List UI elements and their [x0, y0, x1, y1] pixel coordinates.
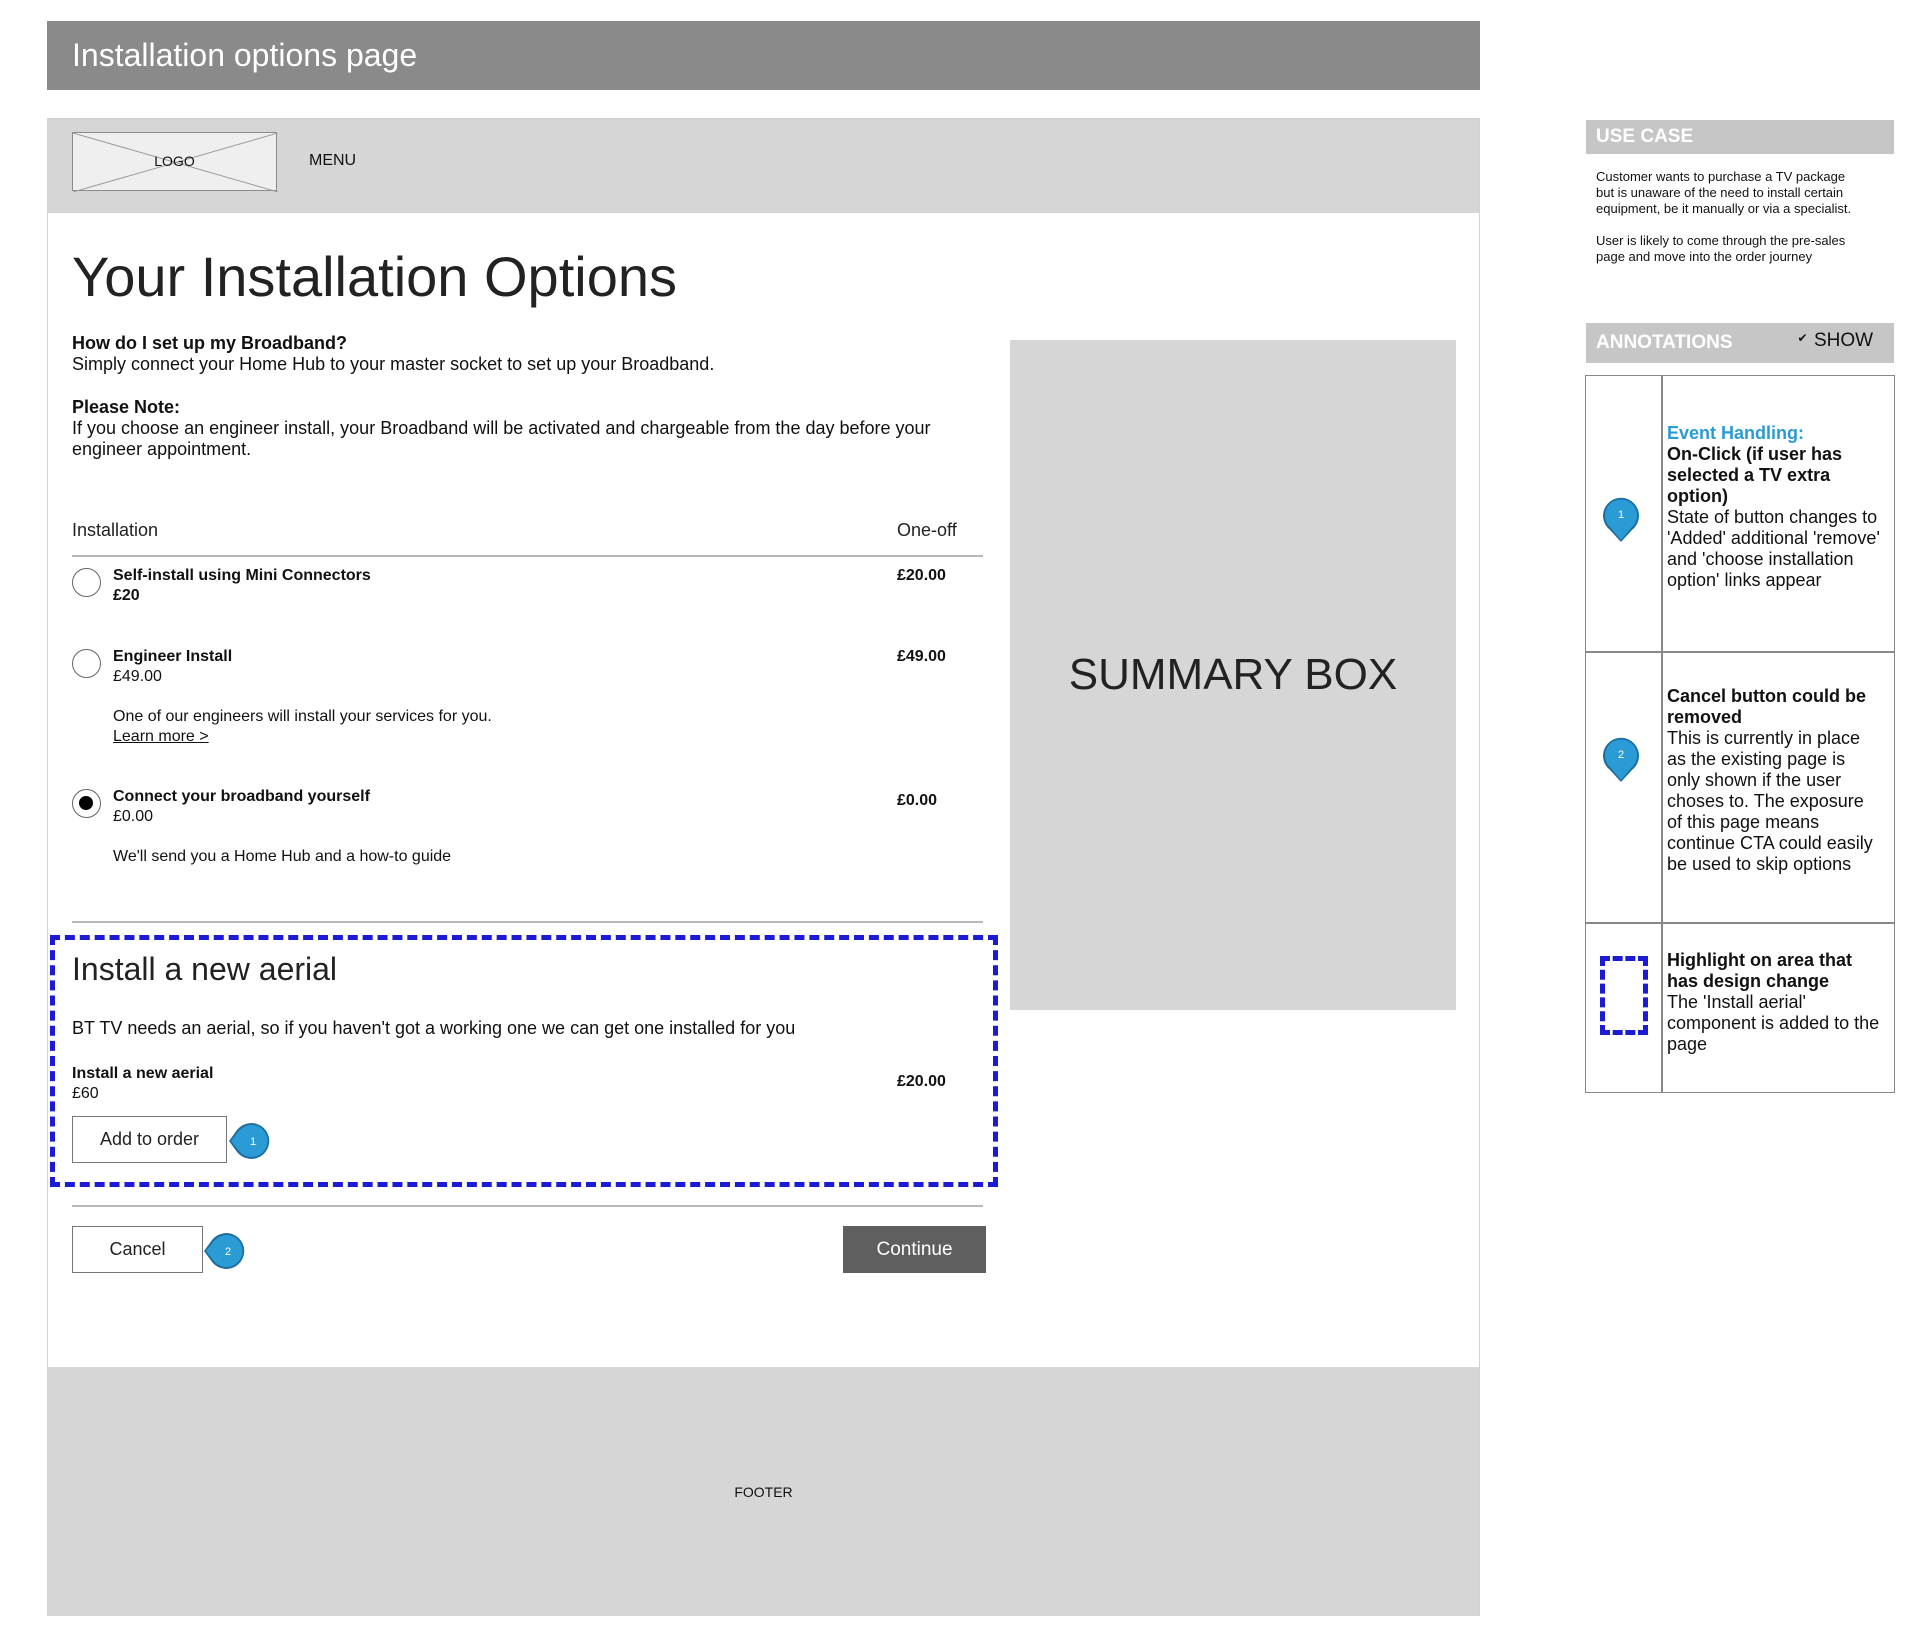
column-header-one-off: One-off	[897, 520, 957, 540]
menu-link[interactable]: MENU	[309, 152, 357, 169]
column-header-installation: Installation	[72, 520, 159, 540]
page-title-bar	[47, 21, 1480, 90]
divider	[72, 1205, 983, 1207]
marker-number: 1	[249, 1136, 257, 1148]
annotation-body-line: component is added to the	[1667, 1013, 1880, 1033]
page-title-bar-text: Installation options page	[72, 37, 418, 73]
broadband-question: How do I set up my Broadband?	[72, 333, 348, 353]
divider	[72, 555, 983, 557]
option-name: Connect your broadband yourself	[113, 788, 370, 805]
option-sub-price: £49.00	[113, 668, 162, 685]
summary-box-label: SUMMARY BOX	[1068, 650, 1398, 699]
marker-number: 2	[224, 1246, 232, 1258]
radio-self-install[interactable]	[72, 568, 101, 597]
annotation-3-text	[1667, 950, 1897, 1055]
annotation-marker-2-icon	[202, 1231, 246, 1271]
option-price: £20.00	[897, 567, 946, 584]
annotation-body-line: The 'Install aerial'	[1667, 992, 1806, 1012]
table-divider	[1585, 922, 1895, 924]
annotation-body-line: choses to. The exposure	[1667, 791, 1864, 811]
annotation-body-line: continue CTA could easily	[1667, 833, 1873, 853]
radio-engineer-install[interactable]	[72, 649, 101, 678]
aerial-description: BT TV needs an aerial, so if you haven't got a working one we can get one installed for you	[72, 1018, 796, 1038]
annotation-heading-line: option)	[1667, 486, 1728, 506]
highlight-legend-swatch	[1600, 956, 1648, 1035]
use-case-header	[1586, 120, 1894, 154]
use-case-line: but is unaware of the need to install certain	[1596, 185, 1844, 200]
footer	[48, 1367, 1479, 1616]
annotation-heading-line: Cancel button could be	[1667, 686, 1867, 706]
annotation-body-line: of this page means	[1667, 812, 1820, 832]
cancel-button[interactable]: Cancel	[72, 1226, 203, 1273]
marker-number: 1	[1617, 509, 1625, 521]
annotation-body-line: as the existing page is	[1667, 749, 1846, 769]
logo-label: LOGO	[154, 153, 195, 169]
annotation-1-text	[1667, 423, 1897, 591]
annotation-body-line: page	[1667, 1034, 1708, 1054]
annotation-heading-line: removed	[1667, 707, 1743, 727]
annotation-body-line: 'Added' additional 'remove'	[1667, 528, 1880, 548]
option-price: £0.00	[897, 792, 938, 809]
show-label: SHOW	[1814, 330, 1874, 351]
annotation-body-line: option' links appear	[1667, 570, 1822, 590]
wireframe-frame	[47, 118, 1480, 1616]
annotation-marker-1-icon	[227, 1121, 271, 1161]
annotation-2-text	[1667, 686, 1897, 875]
annotation-marker-1-icon	[1601, 494, 1641, 544]
learn-more-link[interactable]: Learn more >	[113, 728, 209, 745]
summary-box	[1010, 340, 1456, 1010]
annotation-heading-line: Highlight on area that	[1667, 950, 1853, 970]
use-case-line: Customer wants to purchase a TV package	[1596, 169, 1846, 184]
option-description: One of our engineers will install your services for you.	[113, 708, 492, 725]
option-name: Self-install using Mini Connectors	[113, 567, 371, 584]
aerial-price: £20.00	[897, 1073, 946, 1090]
show-checkbox[interactable]: ✔	[1797, 331, 1808, 345]
annotation-body-line: and 'choose installation	[1667, 549, 1854, 569]
annotation-body-line: This is currently in place	[1667, 728, 1861, 748]
option-name: Engineer Install	[113, 648, 233, 665]
option-description: We'll send you a Home Hub and a how-to guide	[113, 848, 452, 865]
use-case-line: equipment, be it manually or via a specialist.	[1596, 201, 1852, 216]
annotation-body-line: State of button changes to	[1667, 507, 1878, 527]
annotation-body-line: be used to skip options	[1667, 854, 1852, 874]
annotation-heading-line: has design change	[1667, 971, 1830, 991]
option-sub-price: £20	[113, 587, 140, 604]
site-header	[48, 119, 1479, 213]
annotation-heading-line: selected a TV extra	[1667, 465, 1831, 485]
use-case-line: page and move into the order journey	[1596, 249, 1813, 264]
table-divider	[1585, 651, 1895, 653]
annotation-marker-2-icon	[1601, 734, 1641, 784]
annotation-title: Event Handling:	[1667, 423, 1805, 443]
footer-label: FOOTER	[734, 1484, 793, 1500]
logo[interactable]	[72, 132, 277, 191]
annotations-title: ANNOTATIONS	[1596, 332, 1733, 353]
marker-number: 2	[1617, 749, 1625, 761]
annotation-body-line: only shown if the user	[1667, 770, 1842, 790]
option-sub-price: £0.00	[113, 808, 154, 825]
aerial-heading: Install a new aerial	[72, 951, 338, 987]
use-case-line: User is likely to come through the pre-sales	[1596, 233, 1846, 248]
use-case-title: USE CASE	[1596, 126, 1694, 147]
continue-button[interactable]: Continue	[843, 1226, 986, 1273]
aerial-item-sub-price: £60	[72, 1085, 99, 1102]
radio-connect-yourself[interactable]	[72, 789, 101, 818]
table-divider	[1661, 375, 1663, 1093]
divider	[72, 921, 983, 923]
annotation-heading-line: On-Click (if user has	[1667, 444, 1843, 464]
note-body: If you choose an engineer install, your Broadband will be activated and chargeable from the day before your engineer appointment.	[72, 418, 931, 459]
broadband-answer: Simply connect your Home Hub to your master socket to set up your Broadband.	[72, 354, 715, 374]
note-heading: Please Note:	[72, 397, 181, 417]
aerial-item-name: Install a new aerial	[72, 1065, 214, 1082]
annotations-header	[1586, 323, 1894, 363]
add-to-order-button[interactable]: Add to order	[72, 1116, 227, 1163]
page-heading: Your Installation Options	[72, 245, 677, 308]
option-price: £49.00	[897, 648, 946, 665]
